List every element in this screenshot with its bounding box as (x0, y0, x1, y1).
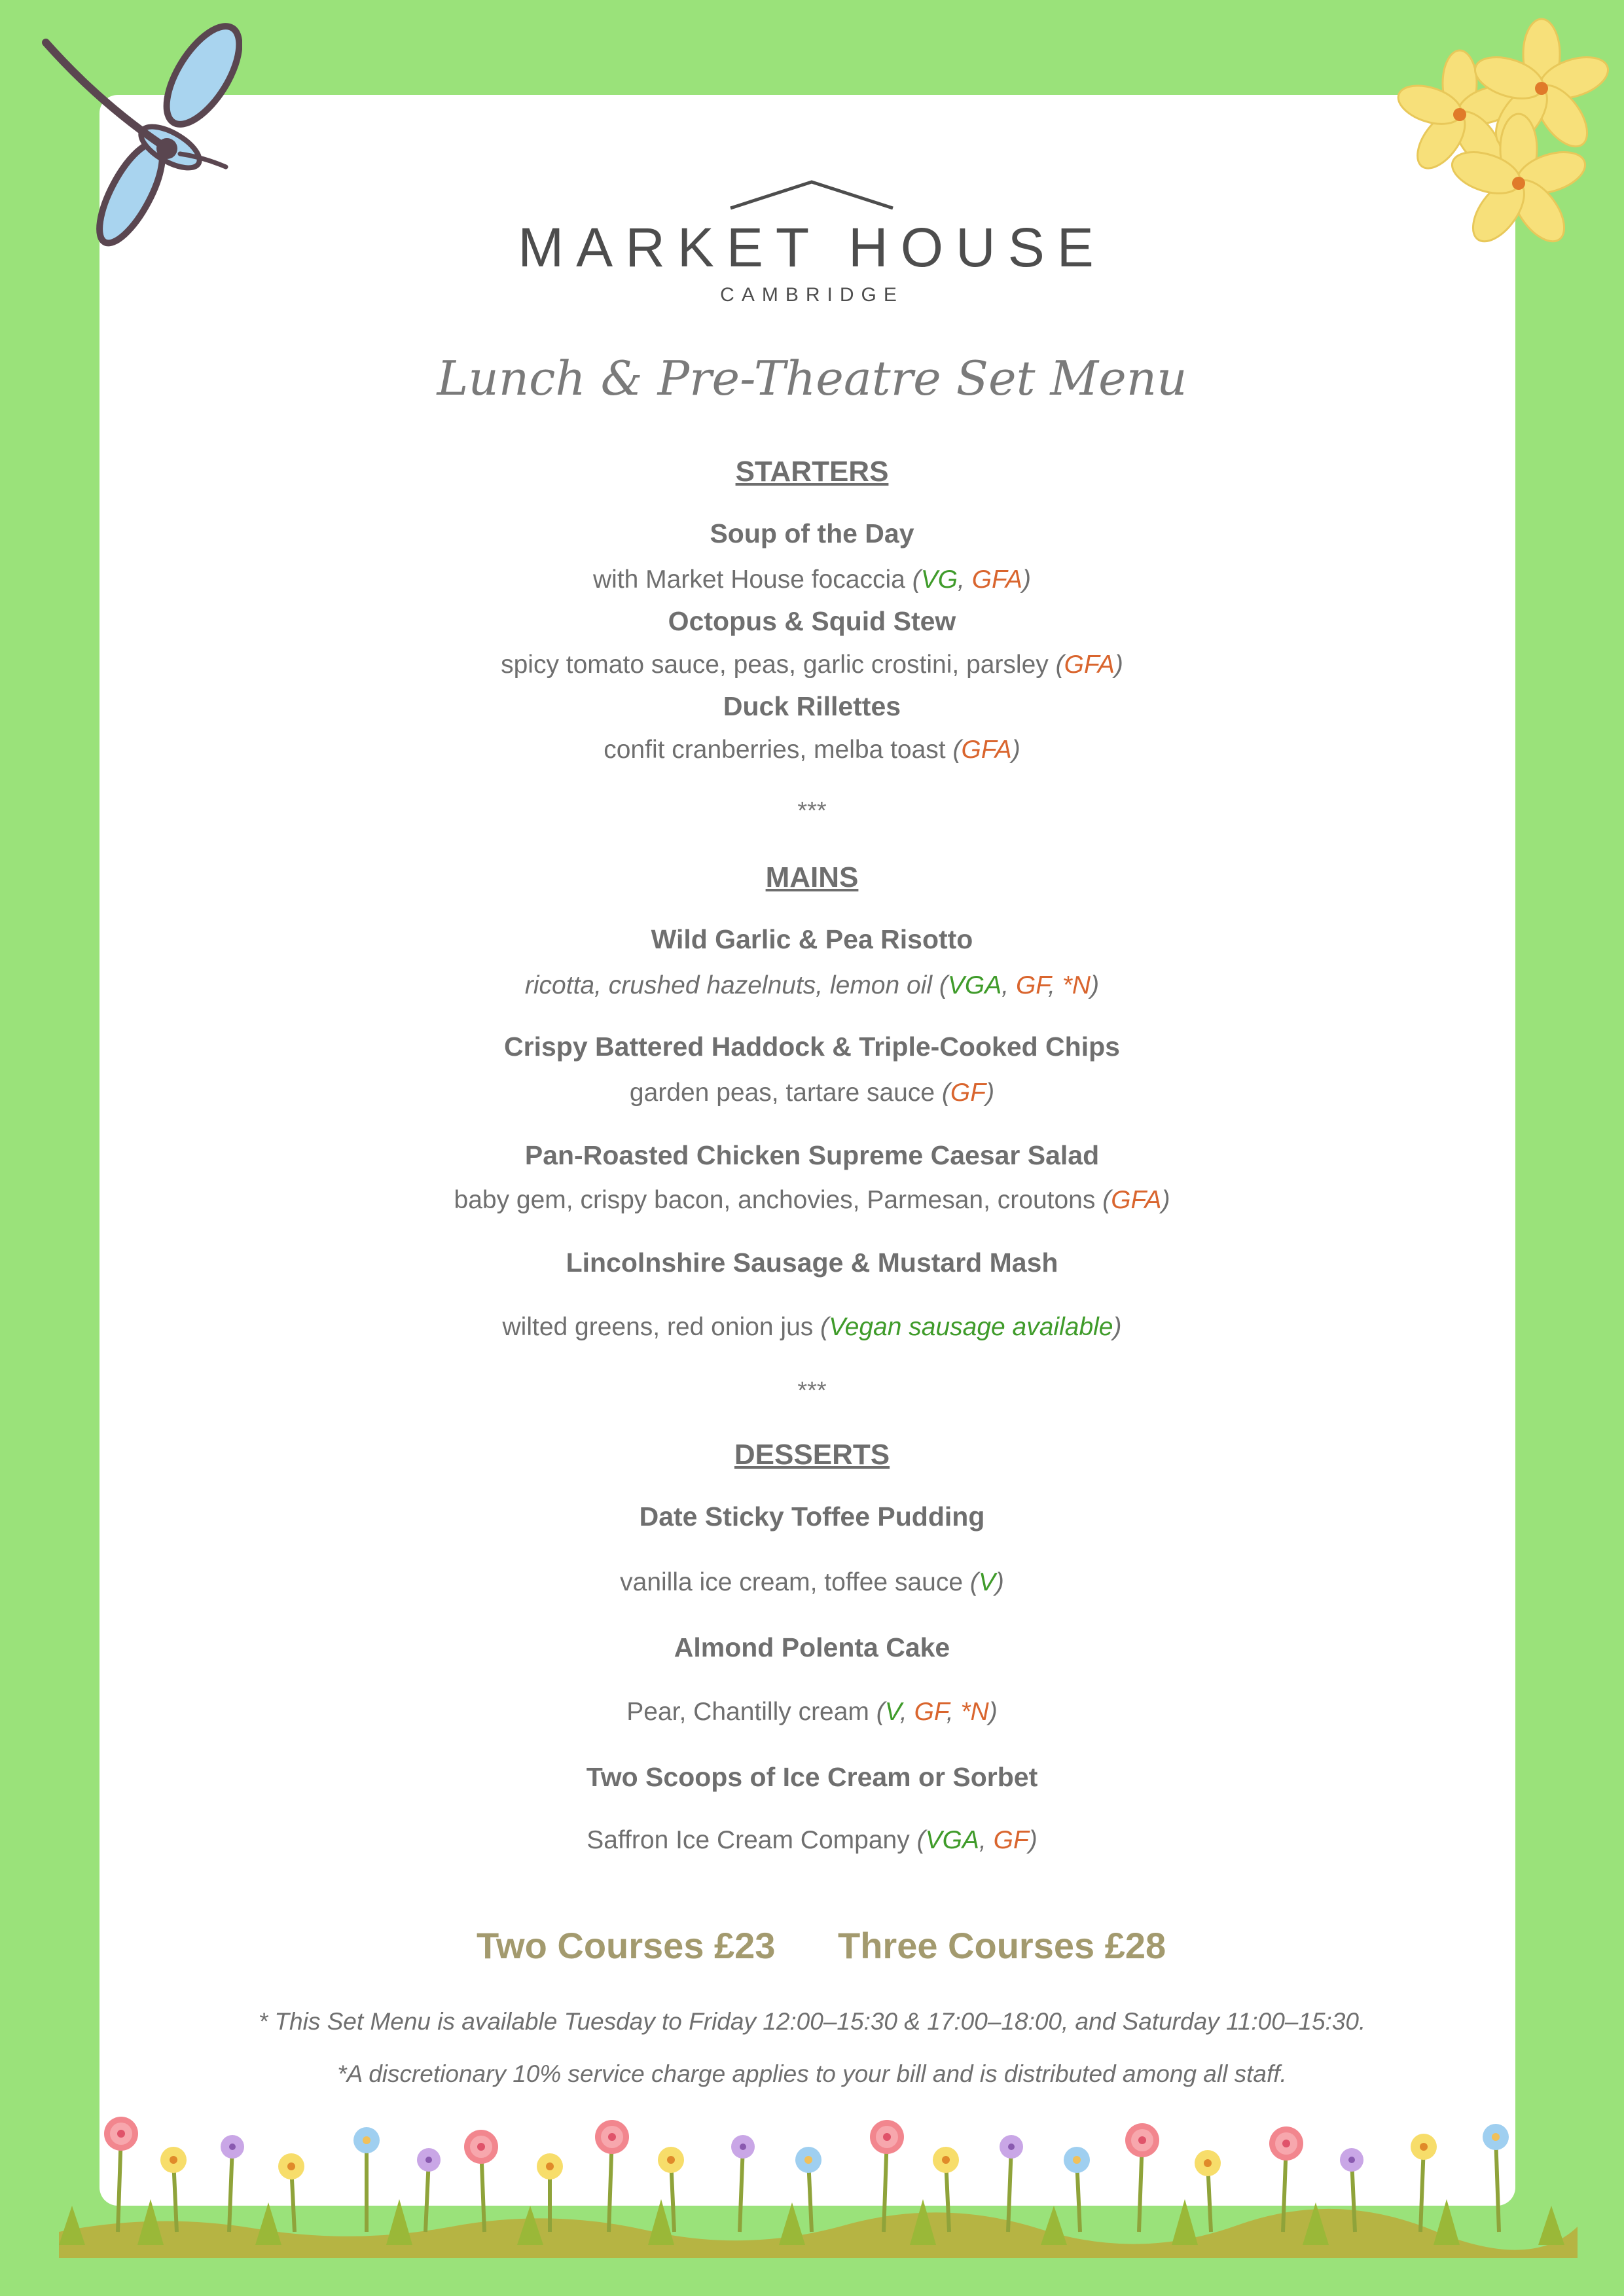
section-heading-starters: STARTERS (735, 456, 889, 488)
dish-name: Duck Rillettes (723, 691, 901, 721)
dish-description: Saffron Ice Cream Company (VGA, GF) (586, 1826, 1038, 1854)
menu-title: Lunch & Pre-Theatre Set Menu (437, 351, 1187, 406)
price-two-courses: Two Courses £23 (477, 1925, 776, 1966)
dish-description: baby gem, crispy bacon, anchovies, Parmesan, croutons (GFA) (454, 1186, 1170, 1214)
section-separator: *** (797, 1377, 827, 1405)
dish-name: Pan-Roasted Chicken Supreme Caesar Salad (524, 1140, 1100, 1170)
dish-name: Wild Garlic & Pea Risotto (651, 924, 973, 954)
dish-description: vanilla ice cream, toffee sauce (V) (620, 1568, 1004, 1596)
dish-description: confit cranberries, melba toast (GFA) (604, 736, 1020, 764)
dish-description: Pear, Chantilly cream (V, GF, *N) (626, 1698, 998, 1726)
dish-name: Almond Polenta Cake (674, 1632, 950, 1662)
dish-name: Lincolnshire Sausage & Mustard Mash (566, 1247, 1058, 1278)
dish-description: ricotta, crushed hazelnuts, lemon oil (VGA, GF, *N) (524, 971, 1100, 999)
dish-name: Date Sticky Toffee Pudding (639, 1501, 985, 1532)
dish-description: wilted greens, red onion jus (Vegan sausage available) (502, 1313, 1122, 1341)
dish-name: Two Scoops of Ice Cream or Sorbet (586, 1762, 1038, 1792)
section-heading-desserts: DESSERTS (734, 1439, 890, 1471)
service-charge-note: *A discretionary 10% service charge applies to your bill and is distributed among all staff. (337, 2060, 1287, 2087)
dish-name: Octopus & Squid Stew (668, 606, 956, 636)
flower-meadow-icon (59, 2081, 1578, 2258)
logo-roof-icon (728, 178, 895, 212)
section-heading-mains: MAINS (765, 861, 859, 893)
availability-note: * This Set Menu is available Tuesday to Friday 12:00–15:30 & 17:00–18:00, and Saturday 11:00–15:30. (258, 2008, 1366, 2035)
logo-name: MARKET HOUSE (518, 217, 1106, 278)
section-separator: *** (797, 797, 827, 825)
dish-description: garden peas, tartare sauce (GF) (629, 1079, 995, 1107)
dish-name: Crispy Battered Haddock & Triple-Cooked Chips (504, 1031, 1120, 1062)
dish-description: with Market House focaccia (VG, GFA) (592, 565, 1031, 594)
dish-name: Soup of the Day (710, 518, 914, 548)
logo-location: CAMBRIDGE (720, 284, 904, 306)
price-three-courses: Three Courses £28 (838, 1925, 1166, 1966)
dish-description: spicy tomato sauce, peas, garlic crostini, parsley (GFA) (501, 651, 1123, 679)
